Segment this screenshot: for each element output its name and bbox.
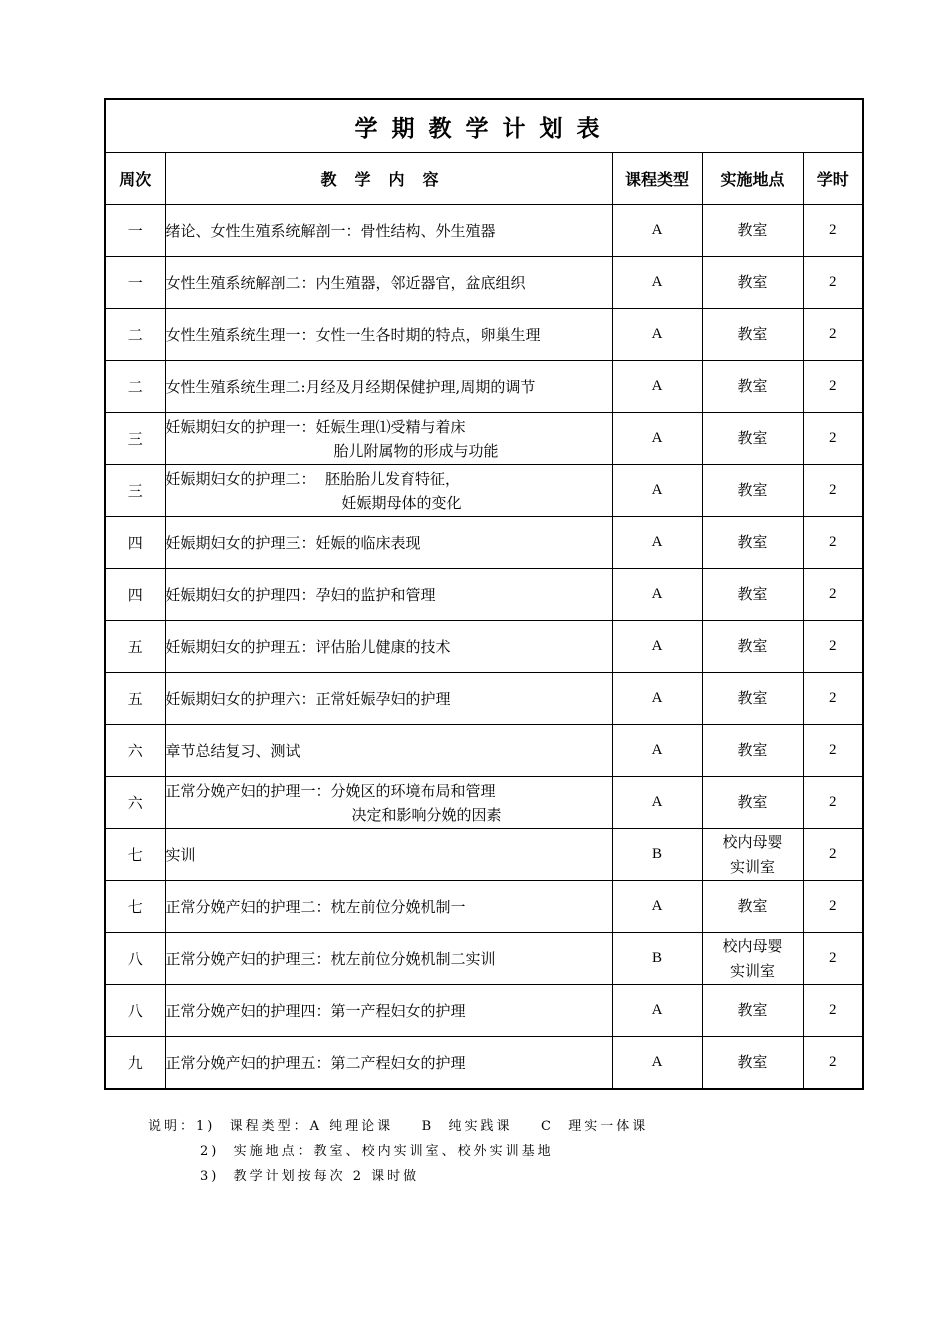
row-place-line: 教室 <box>737 793 768 811</box>
row-content-line: 妊娠期妇女的护理一：妊娠生理⑴受精与着床 <box>165 417 466 436</box>
row-hours: 2 <box>803 569 863 621</box>
row-place <box>702 777 803 829</box>
row-place <box>702 621 803 673</box>
row-place <box>702 881 803 933</box>
row-content <box>165 621 612 673</box>
row-content-line: 正常分娩产妇的护理一：分娩区的环境布局和管理 <box>165 781 496 800</box>
row-place-line: 教室 <box>737 1001 768 1019</box>
row-content <box>165 517 612 569</box>
row-type: A <box>612 413 702 465</box>
row-week: 一 <box>105 205 165 257</box>
row-place <box>702 985 803 1037</box>
row-content <box>165 673 612 725</box>
row-content-line: 正常分娩产妇的护理三：枕左前位分娩机制二实训 <box>165 949 496 968</box>
row-content <box>165 257 612 309</box>
row-place-line: 教室 <box>737 377 768 395</box>
row-hours: 2 <box>803 725 863 777</box>
row-content <box>165 829 612 881</box>
table-row <box>105 933 863 985</box>
header-row <box>105 153 863 205</box>
row-place <box>702 517 803 569</box>
table-row <box>105 1037 863 1090</box>
row-place <box>702 673 803 725</box>
row-place <box>702 725 803 777</box>
row-hours: 2 <box>803 881 863 933</box>
table-row <box>105 673 863 725</box>
table-title: 学期教学计划表 <box>105 99 863 153</box>
row-hours: 2 <box>803 621 863 673</box>
table-row <box>105 777 863 829</box>
table-row <box>105 257 863 309</box>
row-hours: 2 <box>803 413 863 465</box>
row-type: A <box>612 985 702 1037</box>
row-content-line: 正常分娩产妇的护理四：第一产程妇女的护理 <box>165 1001 466 1020</box>
row-content-line: 正常分娩产妇的护理五：第二产程妇女的护理 <box>165 1053 466 1072</box>
row-content <box>165 881 612 933</box>
row-week: 八 <box>105 933 165 985</box>
row-place-line: 教室 <box>737 221 768 239</box>
row-place <box>702 205 803 257</box>
row-content-line: 妊娠期妇女的护理五：评估胎儿健康的技术 <box>165 637 451 656</box>
row-week: 四 <box>105 517 165 569</box>
teaching-plan-table <box>104 98 864 1090</box>
table-row <box>105 465 863 517</box>
row-content <box>165 205 612 257</box>
row-content-line: 妊娠期母体的变化 <box>341 493 462 512</box>
row-place-line: 教室 <box>737 1053 768 1071</box>
row-place-line: 教室 <box>737 273 768 291</box>
row-content <box>165 1037 612 1090</box>
row-type: B <box>612 829 702 881</box>
row-place <box>702 413 803 465</box>
row-content <box>165 465 612 517</box>
row-week: 五 <box>105 673 165 725</box>
row-week: 四 <box>105 569 165 621</box>
row-place <box>702 569 803 621</box>
row-place-line: 实训室 <box>729 857 775 876</box>
row-hours: 2 <box>803 1037 863 1090</box>
row-place <box>702 1037 803 1090</box>
table-row <box>105 309 863 361</box>
table-row <box>105 881 863 933</box>
row-content-line: 女性生殖系统生理一：女性一生各时期的特点，卵巢生理 <box>165 325 541 344</box>
row-place <box>702 829 803 881</box>
row-hours: 2 <box>803 205 863 257</box>
row-type: A <box>612 1037 702 1090</box>
row-place-line: 教室 <box>737 429 768 447</box>
row-content-line: 胎儿附属物的形成与功能 <box>333 441 499 460</box>
row-type: A <box>612 517 702 569</box>
row-week: 六 <box>105 725 165 777</box>
row-type: A <box>612 673 702 725</box>
row-type: A <box>612 621 702 673</box>
row-content-line: 决定和影响分娩的因素 <box>351 805 502 824</box>
table-row <box>105 621 863 673</box>
row-hours: 2 <box>803 829 863 881</box>
table-body <box>105 205 863 1090</box>
row-hours: 2 <box>803 933 863 985</box>
row-place-line: 教室 <box>737 481 768 499</box>
row-content-line: 妊娠期妇女的护理四：孕妇的监护和管理 <box>165 585 436 604</box>
row-place-line: 教室 <box>737 533 768 551</box>
row-hours: 2 <box>803 309 863 361</box>
row-type: A <box>612 361 702 413</box>
row-type: A <box>612 465 702 517</box>
row-content-line: 绪论、女性生殖系统解剖一：骨性结构、外生殖器 <box>165 221 496 240</box>
row-type: A <box>612 881 702 933</box>
notes <box>148 1114 648 1189</box>
row-type: A <box>612 309 702 361</box>
row-place-line: 教室 <box>737 637 768 655</box>
row-place-line: 校内母婴 <box>722 936 783 955</box>
row-content <box>165 777 612 829</box>
table-row <box>105 569 863 621</box>
row-type: A <box>612 205 702 257</box>
plan-sheet <box>104 98 862 1090</box>
row-content <box>165 725 612 777</box>
row-place <box>702 257 803 309</box>
row-place-line: 教室 <box>737 325 768 343</box>
row-place-line: 教室 <box>737 585 768 603</box>
table-row <box>105 413 863 465</box>
header-content: 教学内容 <box>165 153 612 205</box>
table-row <box>105 725 863 777</box>
row-content-line: 女性生殖系统解剖二：内生殖器，邻近器官，盆底组织 <box>165 273 526 292</box>
row-type: A <box>612 725 702 777</box>
row-content <box>165 361 612 413</box>
row-place <box>702 361 803 413</box>
note-3: 3) 教学计划按每次 2 课时做 <box>200 1169 420 1184</box>
row-week: 七 <box>105 829 165 881</box>
table-row <box>105 205 863 257</box>
row-content-line: 妊娠期妇女的护理二： 胚胎胎儿发育特征， <box>165 469 461 488</box>
row-type: A <box>612 569 702 621</box>
row-content-line: 正常分娩产妇的护理二：枕左前位分娩机制一 <box>165 897 466 916</box>
row-type: B <box>612 933 702 985</box>
row-place <box>702 933 803 985</box>
row-content-line: 实训 <box>165 845 196 864</box>
row-hours: 2 <box>803 777 863 829</box>
row-hours: 2 <box>803 517 863 569</box>
row-hours: 2 <box>803 465 863 517</box>
table-row <box>105 985 863 1037</box>
row-week: 五 <box>105 621 165 673</box>
row-place-line: 教室 <box>737 689 768 707</box>
header-week: 周次 <box>105 153 165 205</box>
row-week: 八 <box>105 985 165 1037</box>
row-place-line: 实训室 <box>729 961 775 980</box>
row-week: 二 <box>105 361 165 413</box>
note-1: 说明：1) 课程类型：A 纯理论课 B 纯实践课 C 理实一体课 <box>148 1119 649 1134</box>
row-week: 六 <box>105 777 165 829</box>
note-2: 2) 实施地点：教室、校内实训室、校外实训基地 <box>200 1144 554 1159</box>
table-row <box>105 361 863 413</box>
row-content <box>165 933 612 985</box>
row-week: 三 <box>105 465 165 517</box>
row-content <box>165 309 612 361</box>
row-hours: 2 <box>803 673 863 725</box>
row-place <box>702 465 803 517</box>
row-hours: 2 <box>803 985 863 1037</box>
row-content <box>165 569 612 621</box>
table-row <box>105 829 863 881</box>
row-content-line: 章节总结复习、测试 <box>165 741 301 760</box>
row-type: A <box>612 777 702 829</box>
row-place-line: 教室 <box>737 741 768 759</box>
row-week: 三 <box>105 413 165 465</box>
row-content <box>165 413 612 465</box>
row-place-line: 教室 <box>737 897 768 915</box>
row-place-line: 校内母婴 <box>722 832 783 851</box>
row-place <box>702 309 803 361</box>
row-content-line: 妊娠期妇女的护理六：正常妊娠孕妇的护理 <box>165 689 451 708</box>
header-hours: 学时 <box>803 153 863 205</box>
row-week: 一 <box>105 257 165 309</box>
row-week: 七 <box>105 881 165 933</box>
row-type: A <box>612 257 702 309</box>
row-content-line: 女性生殖系统生理二:月经及月经期保健护理,周期的调节 <box>165 377 536 396</box>
row-week: 二 <box>105 309 165 361</box>
table-row <box>105 517 863 569</box>
row-content <box>165 985 612 1037</box>
header-type: 课程类型 <box>612 153 702 205</box>
header-place: 实施地点 <box>702 153 803 205</box>
row-hours: 2 <box>803 361 863 413</box>
row-week: 九 <box>105 1037 165 1090</box>
row-content-line: 妊娠期妇女的护理三：妊娠的临床表现 <box>165 533 421 552</box>
row-hours: 2 <box>803 257 863 309</box>
